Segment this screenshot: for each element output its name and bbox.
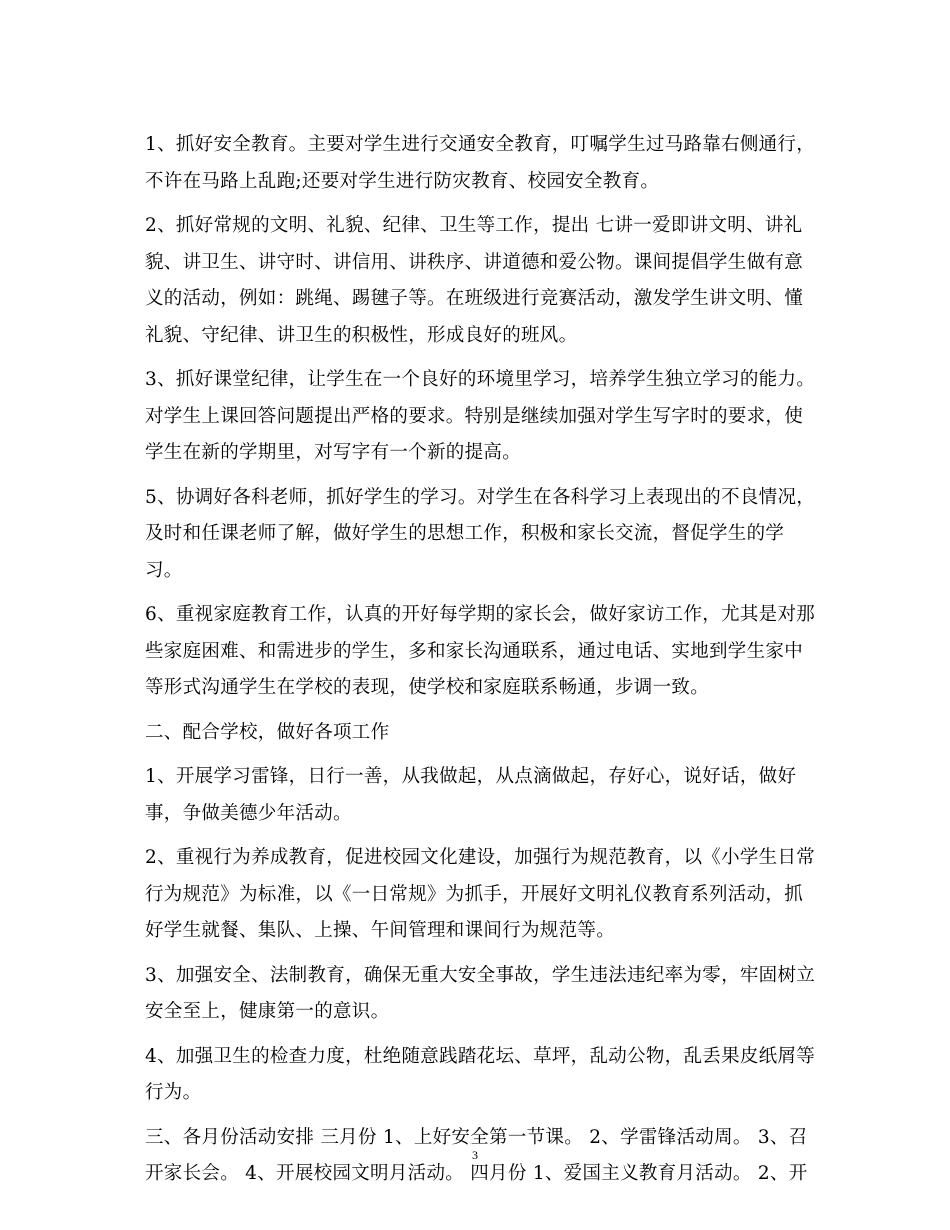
- paragraph-behavior-education: 2、重视行为养成教育，促进校园文化建设，加强行为规范教育，以《小学生日常 行为规范》为标准，以《一日常规》为抓手，开展好文明礼仪教育系列活动，抓 好学生就餐、集队、上操、午间管理和课间行为规范等。: [145, 847, 816, 941]
- section-heading-cooperate-school: 二、配合学校，做好各项工作: [145, 721, 390, 743]
- page-number: 3: [472, 1148, 478, 1162]
- document-body: [145, 127, 825, 1201]
- paragraph-coordinate-teachers: 5、协调好各科老师，抓好学生的学习。对学生在各科学习上表现出的不良情况， 及时和任课老师了解，做好学生的思想工作，积极和家长交流，督促学生的学 习。: [145, 486, 816, 581]
- paragraph-routine-work: 2、抓好常规的文明、礼貌、纪律、卫生等工作，提出 七讲一爱即讲文明、讲礼 貌、讲卫生、讲守时、讲信用、讲秩序、讲道德和爱公物。课间提倡学生做有意 义的活动，例如：跳绳、踢毽子等。在班级进行竞赛活动，激发学生讲文明、懂 礼貌、守纪律、讲卫生的积极性，形成良好的班风。: [145, 215, 804, 346]
- paragraph-hygiene: 4、加强卫生的检查力度，杜绝随意践踏花坛、草坪，乱动公物，乱丢果皮纸屑等 行为。: [145, 1045, 816, 1103]
- paragraph-learn-leifeng: 1、开展学习雷锋，日行一善，从我做起，从点滴做起，存好心，说好话，做好 事，争做美德少年活动。: [145, 766, 797, 824]
- paragraph-family-education: 6、重视家庭教育工作，认真的开好每学期的家长会，做好家访工作，尤其是对那 些家庭困难、和需进步的学生，多和家长沟通联系，通过电话、实地到学生家中 等形式沟通学生在学校的表现，使学校和家庭联系畅通，步调一致。: [145, 604, 816, 698]
- paragraph-monthly-activities: 三、各月份活动安排 三月份 1、上好安全第一节课。 2、学雷锋活动周。 3、召 开家长会。 4、开展校园文明月活动。 四月份 1、爱国主义教育月活动。 2、开: [145, 1126, 808, 1184]
- paragraph-classroom-discipline: 3、抓好课堂纪律，让学生在一个良好的环境里学习，培养学生独立学习的能力。 对学生上课回答问题提出严格的要求。特别是继续加强对学生写字时的要求，使 学生在新的学期里，对写字有一个新的提高。: [145, 369, 816, 463]
- paragraph-safety-law: 3、加强安全、法制教育，确保无重大安全事故，学生违法违纪率为零，牢固树立 安全至上，健康第一的意识。: [145, 964, 816, 1022]
- paragraph-safety-education: 1、抓好安全教育。主要对学生进行交通安全教育，叮嘱学生过马路靠右侧通行， 不许在马路上乱跑;还要对学生进行防灾教育、校园安全教育。: [145, 134, 816, 192]
